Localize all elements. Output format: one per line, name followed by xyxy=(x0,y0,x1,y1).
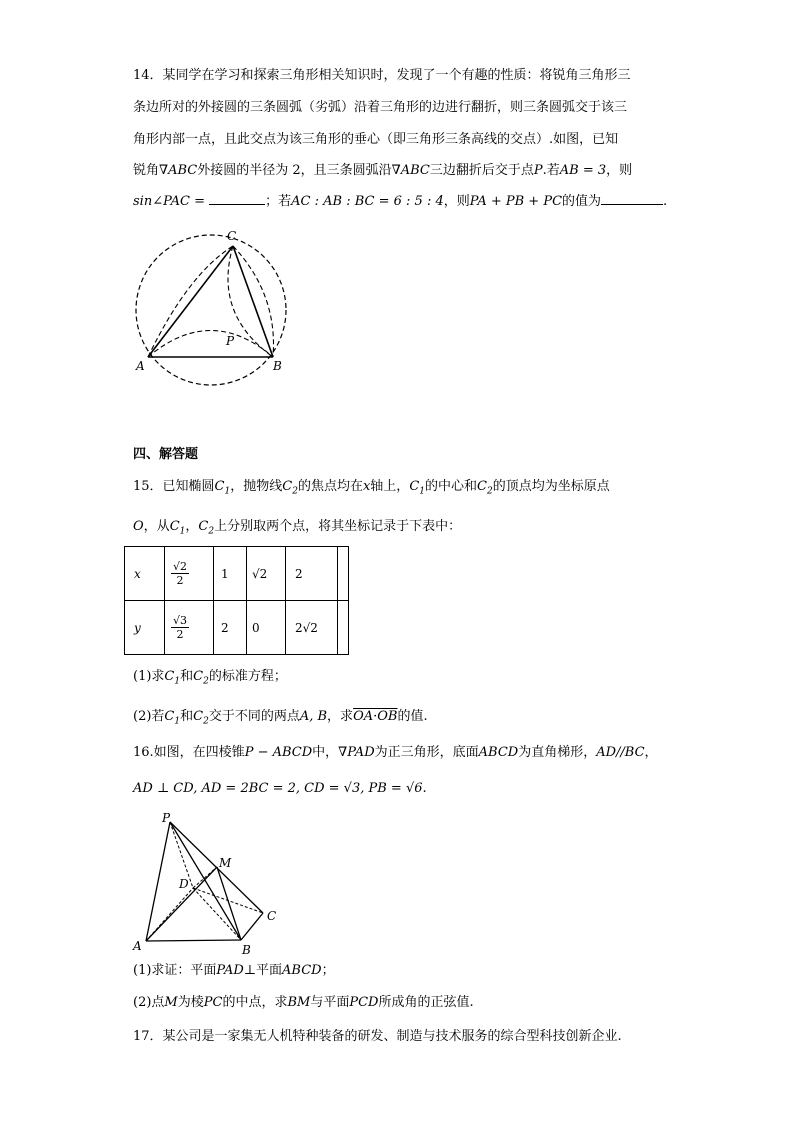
text: ， xyxy=(185,519,199,534)
text: 锐角 xyxy=(133,163,160,178)
text: 所成角的正弦值. xyxy=(378,995,474,1010)
cell-x-3: √2 xyxy=(247,547,286,601)
text: ；若 xyxy=(265,194,292,209)
text: 的值. xyxy=(397,709,428,724)
q15-part-1 xyxy=(133,668,287,691)
segment-bm-label: BM xyxy=(287,995,311,1010)
cell-x-1 xyxy=(165,547,214,601)
text: 的焦点均在 xyxy=(297,479,363,494)
cell-y-5 xyxy=(338,601,349,655)
fraction: $\frac{√3}{2}$ xyxy=(173,614,188,641)
c1: $C_1$ xyxy=(164,709,181,727)
c1: $C_1$ xyxy=(409,479,425,497)
sum-expression: PA + PB + PC xyxy=(469,194,563,209)
text: ，则 xyxy=(606,163,633,178)
q14-line-5 xyxy=(133,192,667,211)
fraction: $\frac{√2}{2}$ xyxy=(173,560,188,587)
label-p: P xyxy=(162,811,171,825)
coordinate-table xyxy=(124,546,349,655)
circumcircle xyxy=(136,235,286,385)
edge-dc xyxy=(193,888,263,913)
q15-line-2 xyxy=(133,518,461,541)
text: 16.如图，在四棱锥 xyxy=(133,745,245,760)
text: 三边翻折后交于点 xyxy=(429,163,534,178)
row-label-y: y xyxy=(125,601,165,655)
section-title: 四、解答题 xyxy=(133,447,199,462)
c1: $C_1$ xyxy=(214,479,231,497)
q15-line-1 xyxy=(133,478,610,501)
text: 轴上， xyxy=(370,479,410,494)
text: 15．已知椭圆 xyxy=(133,479,215,494)
edge-pc-label: PC xyxy=(203,995,223,1010)
c2: $C_2$ xyxy=(477,479,493,497)
plane-pad: PAD xyxy=(216,963,244,978)
ab-equation: AB = 3 xyxy=(559,163,607,178)
text: 的值为 xyxy=(562,194,602,209)
text: 外接圆的半径为 2，且三条圆弧沿 xyxy=(197,163,392,178)
sin-expression: sin∠PAC = xyxy=(133,194,206,209)
q14-line-2: 条边所对的外接圆的三条圆弧（劣弧）沿着三角形的边进行翻折，则三条圆弧交于该三 xyxy=(133,100,628,115)
text: 交于不同的两点 xyxy=(208,709,300,724)
text: 中， xyxy=(312,745,339,760)
text: (2)点 xyxy=(133,995,165,1010)
label-a: A xyxy=(133,939,142,953)
x-variable: x xyxy=(362,479,371,494)
c2: $C_2$ xyxy=(198,519,215,537)
point-m: M xyxy=(164,995,178,1010)
label-m: M xyxy=(219,856,232,870)
text: 为直角梯形， xyxy=(518,745,597,760)
text: 为正三角形，底面 xyxy=(374,745,479,760)
label-p: P xyxy=(226,334,235,348)
text: .若 xyxy=(542,163,560,178)
q16-line-2 xyxy=(133,780,427,798)
text: 为棱 xyxy=(177,995,204,1010)
answer-blank-1[interactable] xyxy=(209,192,265,205)
q17-line-1: 17．某公司是一家集无人机特种装备的研发、制造与技术服务的综合型科技创新企业. xyxy=(133,1029,622,1044)
text: 的标准方程； xyxy=(208,669,287,684)
cell-y-3: 0 xyxy=(247,601,286,655)
label-a: A xyxy=(136,359,145,373)
text: 的中心和 xyxy=(425,479,478,494)
edge-ab xyxy=(146,940,241,941)
text: . xyxy=(663,194,668,209)
q16-part-2 xyxy=(133,994,474,1012)
q14-line-4 xyxy=(133,162,632,180)
text: ⊥平面 xyxy=(243,963,283,978)
segment-db xyxy=(193,888,241,940)
text: ，求 xyxy=(327,709,354,724)
edge-bc xyxy=(241,913,263,940)
text: ，从 xyxy=(143,519,170,534)
text: 上分别取两个点，将其坐标记录于下表中： xyxy=(214,519,462,534)
segment-dm xyxy=(193,867,217,888)
parallel-relation: AD//BC xyxy=(596,745,645,760)
c2: $C_2$ xyxy=(193,669,209,687)
text: 和 xyxy=(180,669,194,684)
label-b: B xyxy=(242,943,251,957)
edge-pa xyxy=(146,822,170,941)
text: . xyxy=(422,781,427,796)
base-abcd: ABCD xyxy=(478,745,519,760)
q16-part-1 xyxy=(133,962,335,980)
table-row-x xyxy=(125,547,349,601)
label-b: B xyxy=(273,359,282,373)
vector-dot-product: OA·OB xyxy=(353,709,398,724)
text: ，抛物线 xyxy=(230,479,283,494)
text: (2)若 xyxy=(133,709,165,724)
c2: $C_2$ xyxy=(282,479,298,497)
plane-pcd: PCD xyxy=(349,995,379,1010)
ratio-expression: AC : AB : BC = 6 : 5 : 4 xyxy=(291,194,444,209)
triangle-pad: ∇PAD xyxy=(338,745,375,760)
text: ； xyxy=(321,963,335,978)
cell-y-2: 2 xyxy=(214,601,247,655)
origin-o: O xyxy=(133,519,144,534)
edge-ad xyxy=(146,888,193,941)
pyramid: P − ABCD xyxy=(244,745,313,760)
text: 的顶点均为坐标原点 xyxy=(492,479,610,494)
q16-line-1 xyxy=(133,744,658,762)
row-label-x: x xyxy=(125,547,165,601)
text: 的中点，求 xyxy=(222,995,288,1010)
label-c: C xyxy=(267,909,277,923)
cell-x-2: 1 xyxy=(214,547,247,601)
folded-arc-ab xyxy=(148,331,273,358)
q15-part-2 xyxy=(133,708,428,731)
q14-line-3: 角形内部一点，且此交点为该三角形的垂心（即三角形三条高线的交点）.如图，已知 xyxy=(133,132,619,147)
text: ，则 xyxy=(443,194,470,209)
point-p: P xyxy=(533,163,543,178)
given-conditions: AD ⊥ CD, AD = 2BC = 2, CD = √3, PB = √6 xyxy=(133,781,423,796)
c2: $C_2$ xyxy=(193,709,209,727)
points-ab: A, B xyxy=(299,709,328,724)
c1: $C_1$ xyxy=(164,669,181,687)
table-row-y xyxy=(125,601,349,655)
answer-blank-2[interactable] xyxy=(601,192,663,205)
triangle-abc: ∇ABC xyxy=(159,163,198,178)
plane-abcd: ABCD xyxy=(282,963,322,978)
cell-y-1 xyxy=(165,601,214,655)
q14-circle-figure xyxy=(128,224,318,394)
text: 和 xyxy=(180,709,194,724)
cell-x-5 xyxy=(338,547,349,601)
q14-line-1: 14．某同学在学习和探索三角形相关知识时，发现了一个有趣的性质：将锐角三角形三 xyxy=(133,68,631,83)
text: ， xyxy=(644,745,658,760)
text: 与平面 xyxy=(310,995,350,1010)
side-ac xyxy=(148,246,233,357)
triangle-abc: ∇ABC xyxy=(391,163,430,178)
label-d: D xyxy=(179,877,189,891)
text: (1)求证：平面 xyxy=(133,963,217,978)
q16-pyramid-figure xyxy=(128,808,288,960)
c1: $C_1$ xyxy=(169,519,186,537)
text: (1)求 xyxy=(133,669,165,684)
cell-x-4: 2 xyxy=(286,547,338,601)
label-c: C xyxy=(227,229,237,243)
cell-y-4: 2√2 xyxy=(286,601,338,655)
